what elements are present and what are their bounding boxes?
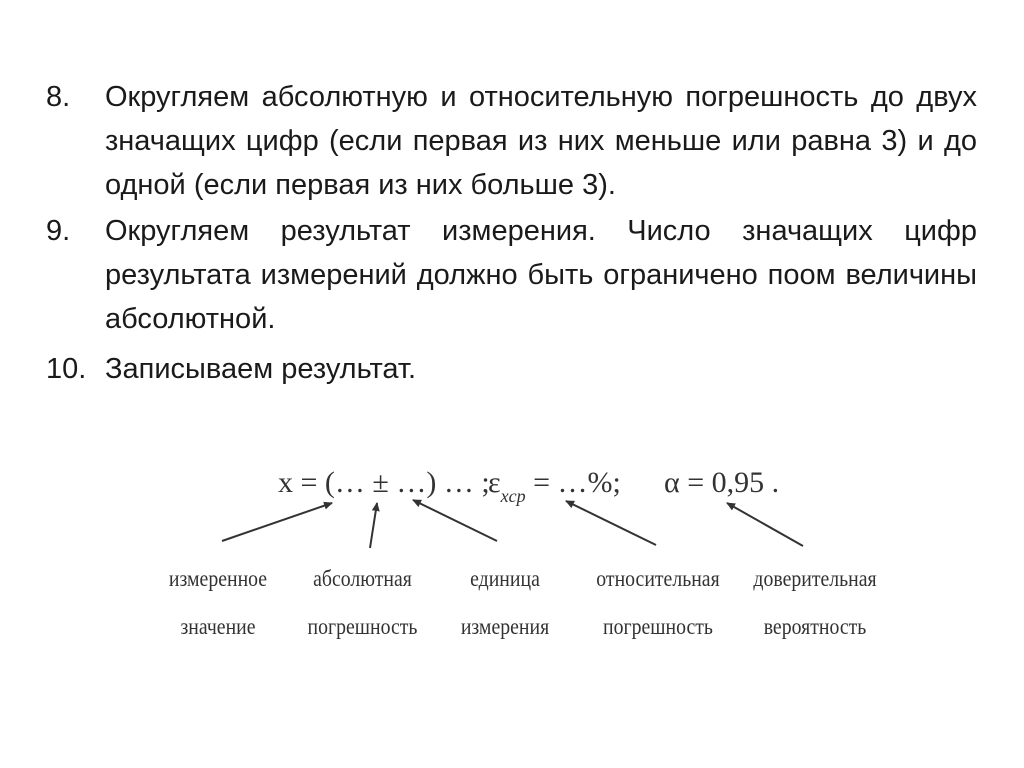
epsilon-subscript-text: ср — [508, 486, 526, 506]
epsilon-subscript-var: x — [500, 486, 509, 506]
label-line: измеренное — [168, 566, 268, 591]
formula-alpha-part: α = 0,95 . — [664, 466, 780, 499]
list-number: 8. — [46, 81, 71, 113]
label-confidence — [742, 555, 888, 651]
label-line: погрешность — [307, 614, 418, 639]
epsilon-symbol: ε — [488, 466, 501, 499]
formula-eps-rest: = …%; — [525, 466, 621, 499]
label-line: относительная — [596, 566, 720, 591]
label-line: доверительная — [753, 566, 877, 591]
label-line: абсолютная — [313, 566, 412, 591]
label-measured-value — [158, 555, 278, 651]
arrow-confidence — [727, 503, 803, 546]
label-line: измерения — [460, 614, 550, 639]
label-line: единица — [470, 566, 540, 591]
list-number: 10. — [46, 353, 87, 385]
arrow-absolute-error — [370, 503, 377, 548]
list-item-text: Округляем абсолютную и относительную погрешность до двух значащих цифр (если первая из них меньше или равна 3) и до одной (если первая из них больше 3). — [105, 81, 977, 201]
label-absolute-error — [296, 555, 429, 651]
label-relative-error — [581, 555, 736, 651]
arrow-measured-value — [222, 503, 332, 541]
label-line: значение — [180, 614, 256, 639]
list-number: 9. — [46, 215, 71, 247]
label-line: погрешность — [603, 614, 713, 639]
arrow-unit — [413, 500, 497, 541]
formula-x-part: x = (… ± …) … ; — [278, 466, 490, 499]
arrow-relative-error — [566, 501, 656, 545]
label-unit — [449, 555, 561, 651]
list-item-text: Округляем результат измерения. Число значащих цифр результата измерений должно быть ограничено поом величины абсолютной. — [105, 215, 977, 335]
label-line: вероятность — [763, 614, 867, 639]
list-item-text: Записываем результат. — [105, 353, 417, 385]
